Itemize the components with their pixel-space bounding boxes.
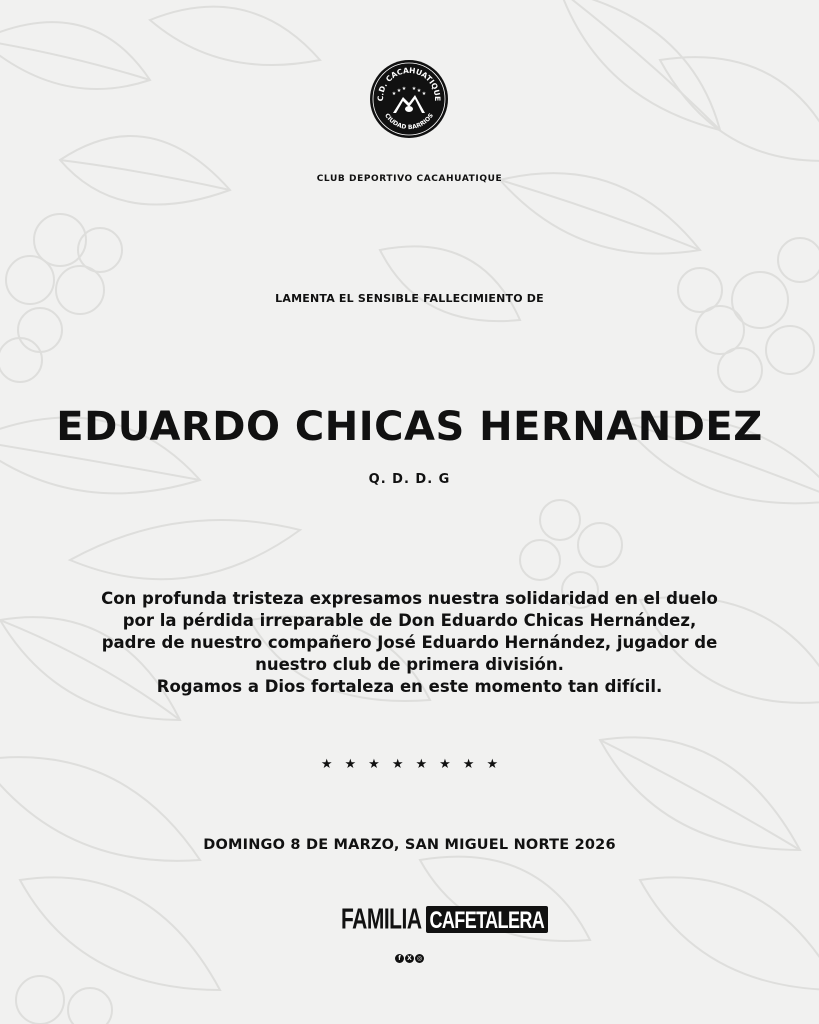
star-divider: ★★★★★★★★ xyxy=(320,757,511,772)
qddg-text: Q. D. D. G xyxy=(368,472,451,487)
brand-familia: FAMILIA xyxy=(341,903,422,935)
message-line: nuestro club de primera división. xyxy=(255,655,564,674)
svg-text:★: ★ xyxy=(421,91,427,97)
message-line: Con profunda tristeza expresamos nuestra solidaridad en el duelo xyxy=(101,589,718,608)
brand-cafetalera-box xyxy=(426,906,549,933)
svg-text:★: ★ xyxy=(391,91,397,97)
club-crest-logo xyxy=(369,59,449,139)
message-line: por la pérdida irreparable de Don Eduardo Chicas Hernández, xyxy=(122,611,697,630)
facebook-icon: f xyxy=(395,954,404,963)
svg-text:★: ★ xyxy=(401,86,407,92)
social-icons xyxy=(395,954,424,963)
familia-cafetalera-logo xyxy=(341,899,548,939)
club-name: CLUB DEPORTIVO CACAHUATIQUE xyxy=(316,174,503,184)
svg-text:C.D. CACAHUATIQUE: C.D. CACAHUATIQUE xyxy=(375,65,443,102)
svg-text:CIUDAD BARRIOS: CIUDAD BARRIOS xyxy=(383,112,435,132)
instagram-icon: ◎ xyxy=(416,955,423,962)
deceased-name: EDUARDO CHICAS HERNANDEZ xyxy=(56,404,763,450)
date-place: DOMINGO 8 DE MARZO, SAN MIGUEL NORTE 2026 xyxy=(203,837,616,853)
x-icon: X xyxy=(405,954,414,963)
svg-text:★: ★ xyxy=(416,88,422,94)
svg-text:★: ★ xyxy=(396,88,402,94)
message-line: padre de nuestro compañero José Eduardo Hernández, jugador de xyxy=(101,633,718,652)
svg-text:★: ★ xyxy=(411,86,417,92)
lament-heading: LAMENTA EL SENSIBLE FALLECIMIENTO DE xyxy=(275,292,544,305)
brand-cafetalera: CAFETALERA xyxy=(429,906,545,933)
message-line: Rogamos a Dios fortaleza en este momento tan difícil. xyxy=(156,677,663,696)
condolence-message xyxy=(0,588,819,698)
